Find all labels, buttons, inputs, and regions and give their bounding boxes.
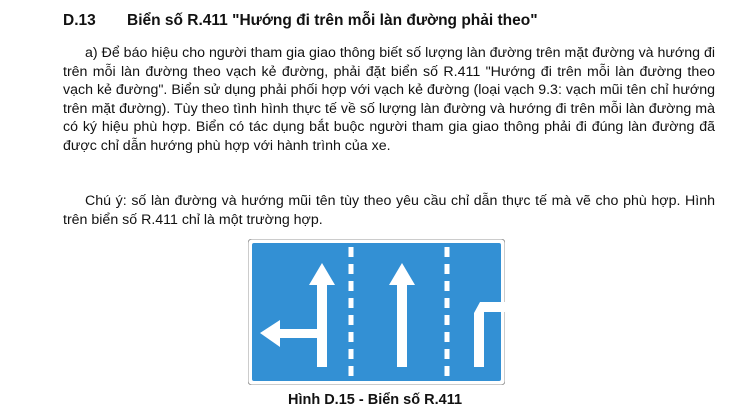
sign-r411 [248, 239, 505, 385]
paragraph-note: Chú ý: số làn đường và hướng mũi tên tùy theo yêu cầu chỉ dẫn thực tế mà vẽ cho phù hợp. Hình trên biển số R.411 chỉ là một trường hợp. [63, 193, 715, 228]
sign-background [252, 243, 501, 381]
section-heading [63, 12, 538, 30]
section-title: Biển số R.411 "Hướng đi trên mỗi làn đường phải theo" [127, 12, 538, 29]
figure-caption: Hình D.15 - Biển số R.411 [287, 392, 463, 408]
section-code: D.13 [63, 12, 96, 29]
paragraph-description: a) Để báo hiệu cho người tham gia giao thông biết số lượng làn đường trên mặt đường và hướng đi trên mỗi làn đường theo vạch kẻ đường, phải đặt biển số R.411 "Hướng đi trên mỗi làn đường theo vạch kẻ đường". Biển sử dụng phải phối hợp với vạch kẻ đường (loại vạch 9.3: vạch mũi tên chỉ hướng trên mặt đường). Tùy theo tình hình thực tế về số lượng làn đường và hướng đi trên mỗi làn đường mà có ký hiệu phù hợp. Biển có tác dụng bắt buộc người tham gia giao thông phải đi đúng làn đường đã được chỉ dẫn hướng phù hợp với hành trình của xe. [63, 45, 715, 154]
sign-graphic [248, 239, 505, 385]
